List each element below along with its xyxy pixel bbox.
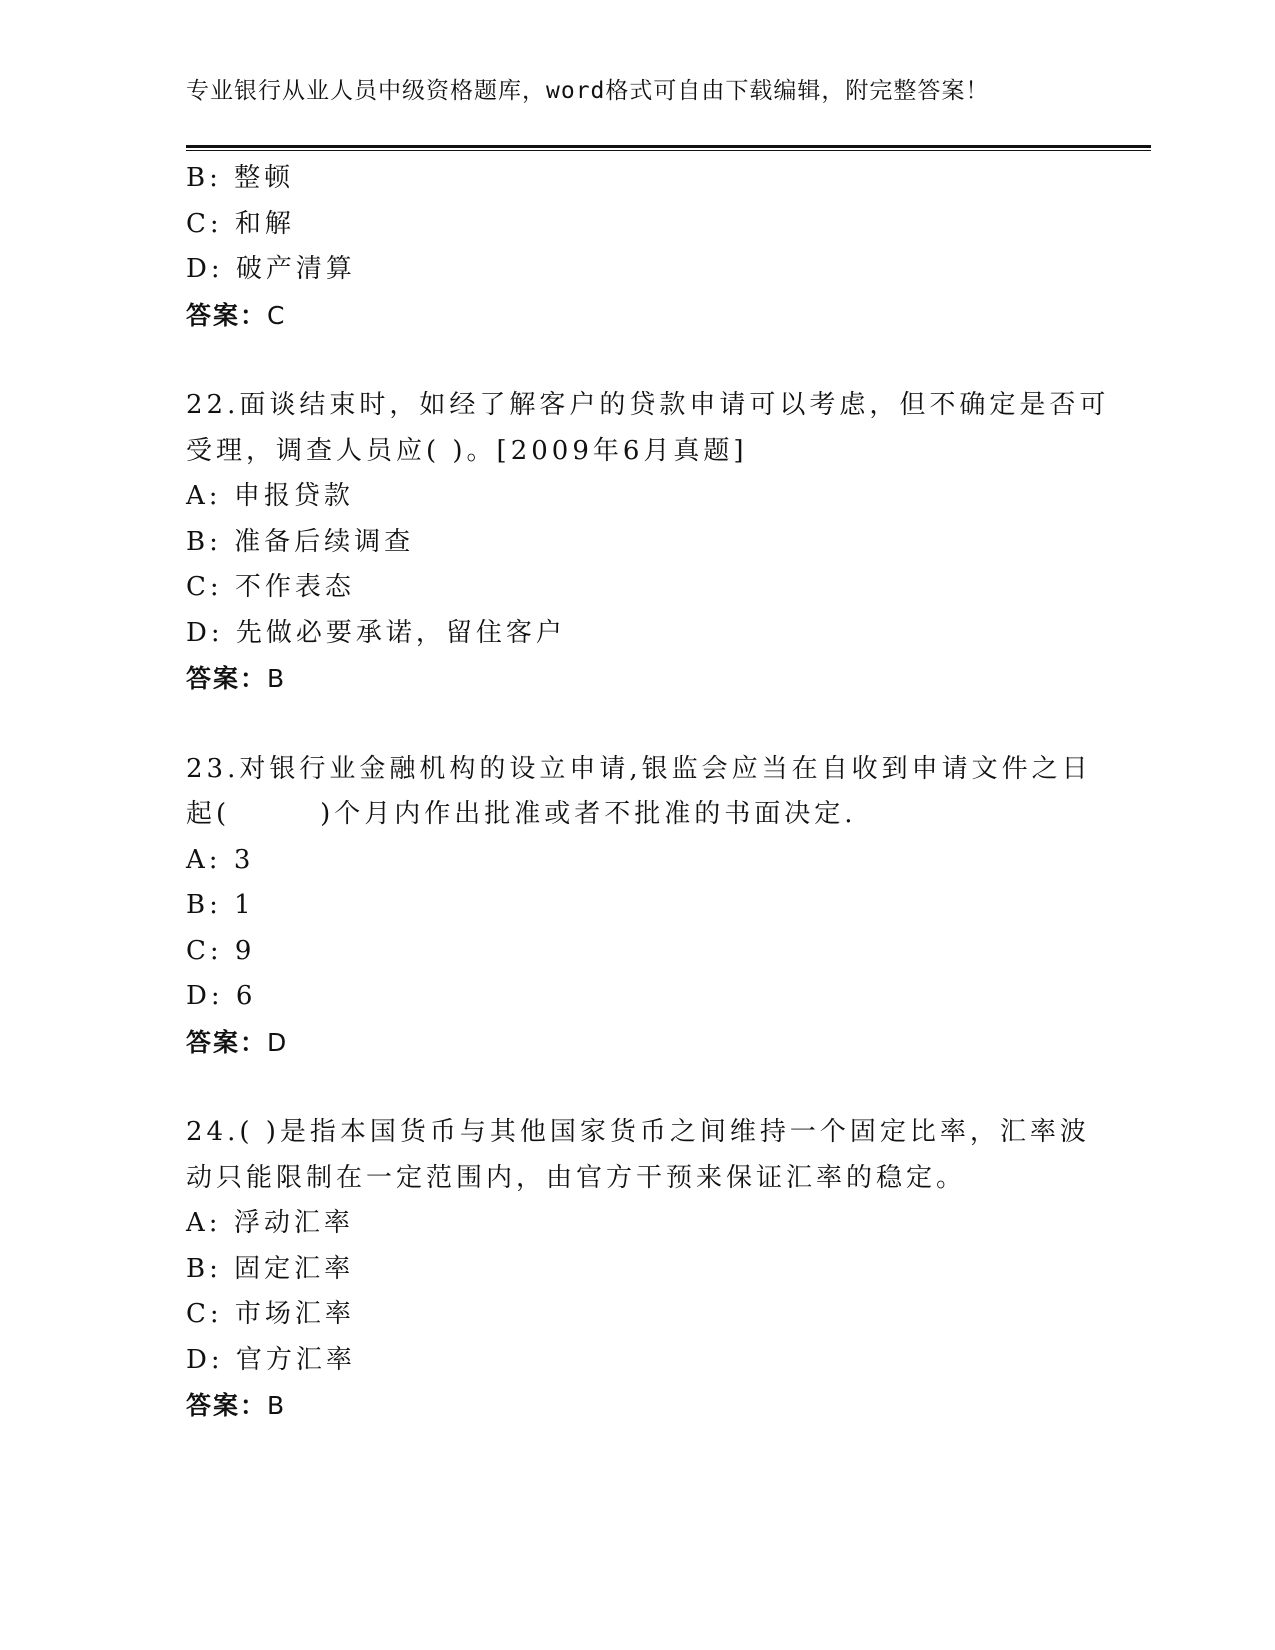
option-text: 整顿 bbox=[234, 163, 295, 193]
option-a bbox=[186, 1201, 1086, 1247]
question-stem: 起( )个月内作出批准或者不批准的书面决定. bbox=[186, 799, 857, 829]
option-a bbox=[186, 838, 1086, 884]
option-text: 申报贷款 bbox=[233, 481, 354, 511]
answer-line bbox=[186, 293, 1086, 339]
question-stem: 动只能限制在一定范围内，由官方干预来保证汇率的稳定。 bbox=[186, 1162, 967, 1193]
question-24 bbox=[186, 1110, 1090, 1429]
option-text: 破产清算 bbox=[235, 254, 356, 284]
question-21-tail bbox=[186, 156, 1086, 338]
question-stem: 24.( )是指本国货币与其他国家货币之间维持一个固定比率，汇率波 bbox=[186, 1117, 1090, 1147]
option-key: C: bbox=[186, 572, 223, 602]
option-key: A: bbox=[186, 844, 222, 875]
question-stem: 23.对银行业金融机构的设立申请,银监会应当在自收到申请文件之日 bbox=[186, 753, 1092, 784]
answer-label: 答案： bbox=[186, 1027, 268, 1057]
option-key: D: bbox=[186, 981, 224, 1011]
option-key: D: bbox=[186, 254, 224, 284]
question-23 bbox=[186, 747, 1092, 1066]
option-key: B: bbox=[186, 890, 222, 920]
option-key: B: bbox=[186, 1253, 222, 1284]
header-rule-thick bbox=[186, 145, 1151, 148]
question-22 bbox=[186, 383, 1110, 702]
option-c bbox=[186, 1292, 1086, 1338]
answer-value: B bbox=[267, 1391, 285, 1420]
answer-label: 答案： bbox=[186, 300, 268, 330]
option-text: 先做必要承诺，留住客户 bbox=[235, 617, 566, 648]
option-key: A: bbox=[186, 481, 222, 511]
option-text: 市场汇率 bbox=[234, 1299, 355, 1329]
page-header: 专业银行从业人员中级资格题库，word格式可自由下载编辑，附完整答案！ bbox=[186, 78, 990, 104]
option-b bbox=[186, 1247, 1086, 1293]
option-key: C: bbox=[186, 208, 223, 239]
spacer bbox=[186, 338, 1086, 383]
answer-value: D bbox=[267, 1027, 287, 1057]
option-text: 和解 bbox=[234, 208, 295, 239]
option-key: D: bbox=[186, 617, 224, 648]
answer-line bbox=[186, 656, 1086, 702]
option-key: B: bbox=[186, 526, 222, 557]
option-text: 6 bbox=[235, 981, 257, 1011]
option-key: C: bbox=[186, 1299, 223, 1329]
option-text: 准备后续调查 bbox=[234, 526, 415, 557]
answer-label: 答案： bbox=[186, 664, 268, 693]
option-c bbox=[186, 202, 1086, 248]
option-key: A: bbox=[186, 1208, 222, 1238]
spacer bbox=[186, 702, 1086, 747]
answer-label: 答案： bbox=[186, 1391, 268, 1420]
option-a bbox=[186, 474, 1086, 520]
option-b bbox=[186, 156, 1086, 202]
question-stem: 22.面谈结束时，如经了解客户的贷款申请可以考虑，但不确定是否可 bbox=[186, 390, 1110, 420]
option-d bbox=[186, 974, 1086, 1020]
option-text: 浮动汇率 bbox=[233, 1208, 354, 1238]
spacer bbox=[186, 1065, 1086, 1110]
answer-value: B bbox=[267, 664, 285, 693]
option-b bbox=[186, 883, 1086, 929]
option-text: 9 bbox=[234, 935, 256, 966]
question-content bbox=[186, 156, 1110, 1429]
header-rule-thin bbox=[186, 150, 1151, 151]
option-d bbox=[186, 611, 1086, 657]
answer-value: C bbox=[267, 300, 285, 330]
option-b bbox=[186, 520, 1086, 566]
option-c bbox=[186, 929, 1086, 975]
option-d bbox=[186, 247, 1086, 293]
option-text: 3 bbox=[233, 844, 255, 875]
answer-line bbox=[186, 1383, 1086, 1429]
question-stem: 受理，调查人员应( )。[2009年6月真题] bbox=[186, 435, 748, 466]
option-text: 固定汇率 bbox=[234, 1253, 355, 1284]
option-text: 官方汇率 bbox=[235, 1344, 356, 1375]
option-text: 不作表态 bbox=[234, 572, 355, 602]
option-key: C: bbox=[186, 935, 223, 966]
option-c bbox=[186, 565, 1086, 611]
option-key: B: bbox=[186, 163, 222, 193]
option-d bbox=[186, 1338, 1086, 1384]
option-text: 1 bbox=[234, 890, 255, 920]
answer-line bbox=[186, 1020, 1086, 1066]
option-key: D: bbox=[186, 1344, 224, 1375]
